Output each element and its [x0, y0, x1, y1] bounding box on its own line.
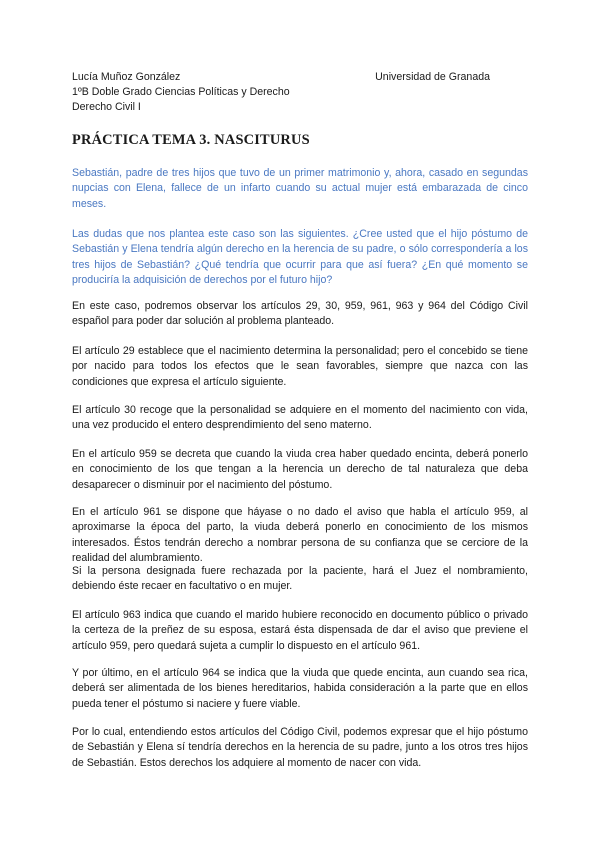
body-paragraph-4: En el artículo 959 se decreta que cuando la viuda crea haber quedado encinta, deberá ponerlo en conocimiento de los que tengan a la herencia un derecho de tal naturaleza que deba desaparecer o disminuir por el nacimiento del póstumo. — [72, 448, 528, 491]
subject-name: Derecho Civil I — [72, 101, 141, 113]
body-paragraph-6: El artículo 963 indica que cuando el marido hubiere reconocido en documento público o privado la certeza de la preñez de su esposa, estará ésta dispensada de dar el aviso que previene el artículo 959, pero quedará sujeta a cumplir lo dispuesto en el artículo 961. — [72, 609, 528, 652]
body-paragraph-5b: Si la persona designada fuere rechazada por la paciente, hará el Juez el nombramiento, debiendo éste recaer en facultativo o en mujer. — [72, 565, 528, 593]
case-paragraph-2: Las dudas que nos plantea este caso son las siguientes. ¿Cree usted que el hijo póstumo de Sebastián y Elena tendría algún derecho en la herencia de su padre, o sólo correspondería a los tres hijos de Sebastián? ¿Qué tendría que ocurrir para que así fuera? ¿En qué momento se produciría la adquisición de derechos por el futuro hijo? — [72, 228, 528, 286]
body-paragraph-5a: En el artículo 961 se dispone que háyase o no dado el aviso que habla el artículo 959, al aproximarse la época del parto, la viuda deberá ponerlo en conocimiento de los mismos interesados. Éstos tendrán derecho a nombrar persona de su confianza que se cerciore de la realidad del alumbramiento. — [72, 506, 528, 564]
body-paragraph-3: El artículo 30 recoge que la personalidad se adquiere en el momento del nacimiento con vida, una vez producido el entero desprendimiento del seno materno. — [72, 404, 528, 432]
case-paragraph-1: Sebastián, padre de tres hijos que tuvo de un primer matrimonio y, ahora, casado en segundas nupcias con Elena, fallece de un infarto cuando su actual mujer está embarazada de cinco meses. — [72, 167, 528, 210]
author-name: Lucía Muñoz González — [72, 71, 181, 83]
body-paragraph-8: Por lo cual, entendiendo estos artículos del Código Civil, podemos expresar que el hijo póstumo de Sebastián y Elena sí tendría derechos en la herencia de su padre, junto a los otros tres hijos de Sebastián. Estos derechos los adquiere al momento de nacer con vida. — [72, 726, 528, 769]
body-paragraph-2: El artículo 29 establece que el nacimiento determina la personalidad; pero el concebido se tiene por nacido para todos los efectos que le sean favorables, siempre que nazca con las condiciones que expresa el artículo siguiente. — [72, 345, 528, 388]
university-name: Universidad de Granada — [375, 71, 490, 83]
degree-name: 1ºB Doble Grado Ciencias Políticas y Derecho — [72, 86, 290, 98]
document-header — [72, 70, 532, 115]
body-paragraph-1: En este caso, podremos observar los artículos 29, 30, 959, 961, 963 y 964 del Código Civil español para poder dar solución al problema planteado. — [72, 300, 528, 328]
document-title: PRÁCTICA TEMA 3. NASCITURUS — [72, 132, 310, 148]
body-paragraph-7: Y por último, en el artículo 964 se indica que la viuda que quede encinta, aun cuando sea rica, deberá ser alimentada de los bienes hereditarios, habida consideración a la parte que en ellos pueda tener el póstumo si naciere y fuere viable. — [72, 667, 528, 710]
